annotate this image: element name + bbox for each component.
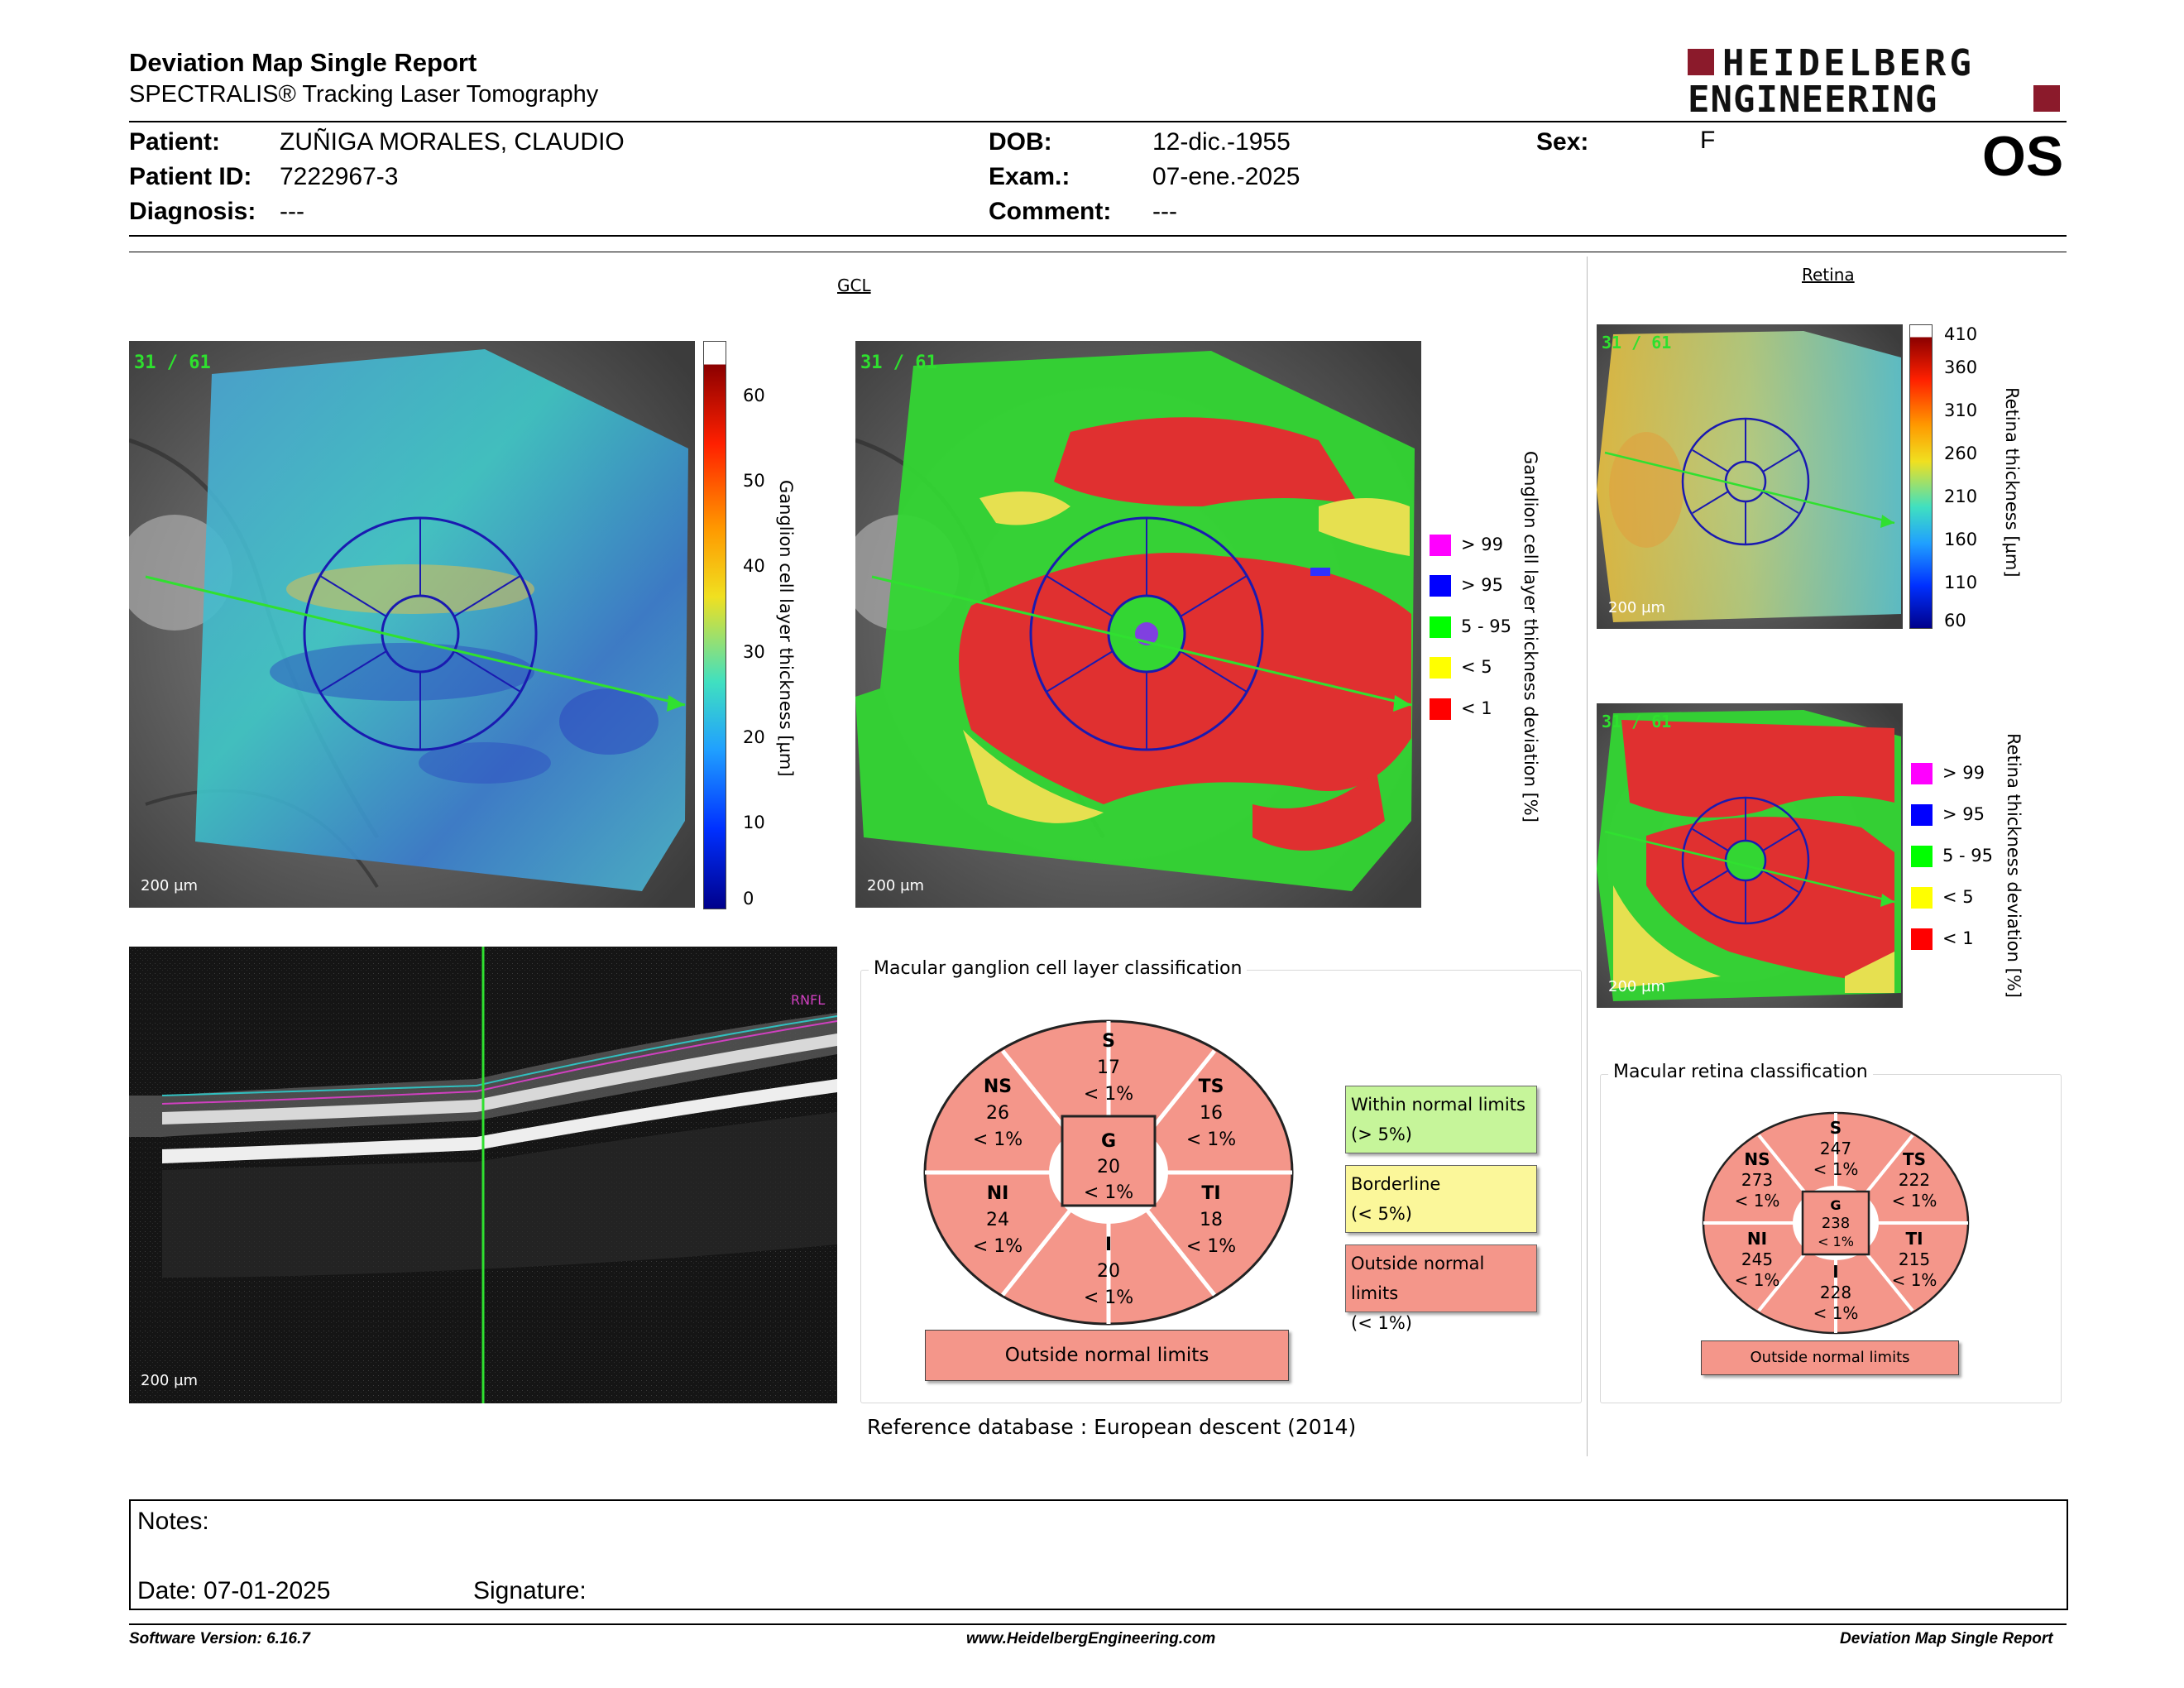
- sector-value: 26: [986, 1103, 1009, 1124]
- legend-swatch: [1911, 763, 1933, 784]
- within-normal-limits-box: [1345, 1086, 1537, 1153]
- legend-swatch: [1911, 846, 1933, 867]
- gcl-deviation-map: [855, 341, 1421, 908]
- patient-id-label: Patient ID:: [129, 163, 252, 190]
- sector-name: TS: [1902, 1149, 1927, 1169]
- legend-swatch: [1430, 616, 1451, 638]
- bscan-layer-tag: RNFL: [791, 992, 826, 1008]
- legend-swatch: [1430, 535, 1451, 556]
- report-title: Deviation Map Single Report: [129, 48, 477, 77]
- sector-value: 215: [1898, 1249, 1931, 1269]
- outside-range: (< 1%): [1351, 1313, 1412, 1333]
- report-subtitle: SPECTRALIS® Tracking Laser Tomography: [129, 81, 599, 108]
- gcl-section-title: GCL: [837, 276, 871, 295]
- retina-deviation-scale-label: 200 µm: [1608, 978, 1666, 995]
- exam-label: Exam.:: [989, 163, 1070, 190]
- gcl-tick: 40: [743, 556, 765, 576]
- notes-box[interactable]: [129, 1499, 2068, 1610]
- sector-name: TI: [1201, 1183, 1221, 1204]
- sector-pct: < 1%: [1083, 1084, 1134, 1105]
- sector-value: 273: [1741, 1170, 1774, 1190]
- retina-thickness-map: [1597, 324, 1903, 629]
- gcl-tick: 30: [743, 642, 765, 662]
- reference-database: [867, 1415, 1356, 1439]
- oct-bscan: [129, 947, 837, 1403]
- sector-value: 16: [1200, 1103, 1223, 1124]
- sector-value: 18: [1200, 1210, 1223, 1230]
- retina-tick: 260: [1944, 444, 1978, 463]
- gcl-tick: 0: [743, 889, 754, 909]
- sector-name: I: [1104, 1235, 1113, 1255]
- legend-label: > 95: [1942, 804, 1985, 824]
- legend-label: > 95: [1461, 575, 1503, 595]
- sector-value: 228: [1819, 1283, 1852, 1302]
- sector-pct: < 1%: [972, 1236, 1023, 1257]
- logo-square-top: [1688, 49, 1714, 75]
- borderline-box: [1345, 1165, 1537, 1233]
- gcl-deviation-frame-counter: 31 / 61: [860, 352, 937, 373]
- retina-thickness-axis-label: Retina thickness [µm]: [2002, 387, 2022, 578]
- legend-label: < 1: [1461, 698, 1492, 718]
- date-label: Date: 07-01-2025: [137, 1577, 331, 1604]
- retina-deviation-frame-counter: 31 / 61: [1602, 712, 1672, 731]
- gcl-frame-counter: 31 / 61: [134, 352, 211, 373]
- outside-label: Outside normal limits: [1351, 1254, 1485, 1303]
- sector-value: 222: [1898, 1170, 1931, 1190]
- patient-id: 7222967-3: [280, 163, 399, 190]
- retina-tick: 110: [1944, 573, 1978, 592]
- patient-rule: [129, 235, 2067, 237]
- retina-frame-counter: 31 / 61: [1602, 333, 1672, 352]
- sector-name: G: [1830, 1197, 1842, 1213]
- gcl-thickness-map: [129, 341, 695, 908]
- sector-name: I: [1832, 1262, 1839, 1282]
- legend-swatch: [1911, 804, 1933, 826]
- notes-label: Notes:: [137, 1508, 209, 1535]
- gcl-tick: 50: [743, 471, 765, 491]
- retina-tick: 410: [1944, 324, 1978, 344]
- borderline-range: (< 5%): [1351, 1204, 1412, 1224]
- logo-text-line2: ENGINEERING: [1688, 79, 1938, 121]
- heidelberg-logo: [1688, 42, 2068, 121]
- legend-label: < 5: [1942, 887, 1974, 907]
- legend-label: > 99: [1942, 763, 1985, 783]
- sector-pct: < 1%: [1813, 1159, 1859, 1179]
- sector-value: 20: [1097, 1261, 1120, 1282]
- legend-label: < 1: [1942, 928, 1974, 948]
- dob-label: DOB:: [989, 128, 1052, 156]
- logo-square-bottom: [2033, 85, 2060, 112]
- gcl-classification-result: Outside normal limits: [925, 1330, 1289, 1381]
- retina-classification-title: Macular retina classification: [1608, 1062, 1873, 1082]
- sector-value: 17: [1097, 1057, 1120, 1078]
- retina-deviation-axis-label: Retina thickness deviation [%]: [2004, 733, 2024, 998]
- gcl-deviation-axis-label: Ganglion cell layer thickness deviation [%]: [1521, 451, 1540, 822]
- sector-pct: < 1%: [1891, 1270, 1937, 1290]
- gcl-tick: 10: [743, 813, 765, 832]
- gcl-scale-label: 200 µm: [141, 877, 199, 894]
- sector-value: 238: [1821, 1215, 1851, 1232]
- gcl-thickness-colorbar: [703, 341, 726, 909]
- bscan-scale-label: 200 µm: [141, 1372, 199, 1389]
- sector-value: 24: [986, 1210, 1009, 1230]
- footer-report-name: Deviation Map Single Report: [1840, 1630, 2053, 1647]
- sex-value: F: [1700, 127, 1716, 154]
- sector-pct: < 1%: [1185, 1129, 1237, 1150]
- legend-label: 5 - 95: [1942, 846, 1994, 866]
- gcl-tick: 20: [743, 727, 765, 747]
- sex-label: Sex:: [1536, 128, 1589, 156]
- reference-label: Reference database :: [867, 1415, 1088, 1439]
- retina-tick: 210: [1944, 487, 1978, 506]
- software-version: Software Version: 6.16.7: [129, 1630, 310, 1647]
- sector-value: 20: [1097, 1157, 1120, 1177]
- gcl-tick: 60: [743, 386, 765, 405]
- retina-section-title: Retina: [1802, 265, 1855, 285]
- footer-rule: [129, 1623, 2067, 1625]
- eye-indicator: OS: [1982, 125, 2064, 188]
- legend-label: 5 - 95: [1461, 616, 1512, 636]
- legend-label: > 99: [1461, 535, 1503, 554]
- gcl-thickness-axis-label: Ganglion cell layer thickness [µm]: [776, 480, 796, 777]
- sector-name: NI: [1746, 1229, 1768, 1249]
- within-label: Within normal limits: [1351, 1095, 1525, 1115]
- sector-pct: < 1%: [1083, 1182, 1134, 1203]
- within-range: (> 5%): [1351, 1125, 1412, 1144]
- sector-pct: < 1%: [1813, 1303, 1859, 1323]
- sector-pct: < 1%: [1185, 1236, 1237, 1257]
- gcl-deviation-scale-label: 200 µm: [867, 877, 925, 894]
- gcl-classification-title: Macular ganglion cell layer classification: [869, 958, 1247, 979]
- retina-classification-diagram: [1699, 1109, 1972, 1337]
- retina-tick: 60: [1944, 611, 1966, 631]
- legend-swatch: [1430, 698, 1451, 720]
- sector-value: 245: [1741, 1249, 1774, 1269]
- retina-tick: 160: [1944, 530, 1978, 549]
- sector-pct: < 1%: [1083, 1288, 1134, 1308]
- comment-value: ---: [1152, 198, 1177, 225]
- header-rule: [129, 121, 2067, 122]
- retina-tick: 310: [1944, 400, 1978, 420]
- sector-pct: < 1%: [1818, 1234, 1854, 1249]
- signature-label: Signature:: [473, 1577, 587, 1604]
- sector-name: NI: [986, 1183, 1009, 1204]
- sector-name: S: [1102, 1031, 1115, 1052]
- diagnosis-label: Diagnosis:: [129, 198, 256, 225]
- sector-pct: < 1%: [1734, 1270, 1780, 1290]
- sector-value: 247: [1819, 1139, 1852, 1158]
- outside-normal-limits-box: [1345, 1244, 1537, 1333]
- retina-deviation-map: [1597, 703, 1903, 1008]
- website-link[interactable]: www.HeidelbergEngineering.com: [966, 1630, 1216, 1647]
- sector-name: TI: [1905, 1229, 1923, 1249]
- sector-name: NS: [1744, 1149, 1770, 1169]
- retina-thickness-colorbar: [1909, 324, 1933, 629]
- sector-pct: < 1%: [1734, 1191, 1780, 1211]
- diagnosis-value: ---: [280, 198, 304, 225]
- legend-swatch: [1430, 657, 1451, 679]
- sector-name: TS: [1198, 1077, 1224, 1097]
- patient-label: Patient:: [129, 128, 221, 156]
- borderline-label: Borderline: [1351, 1174, 1441, 1194]
- comment-label: Comment:: [989, 198, 1112, 225]
- retina-scale-label: 200 µm: [1608, 599, 1666, 616]
- sector-name: NS: [983, 1077, 1013, 1097]
- column-divider: [1587, 257, 1588, 1456]
- patient-name: ZUÑIGA MORALES, CLAUDIO: [280, 128, 625, 156]
- legend-label: < 5: [1461, 657, 1492, 677]
- retina-classification-result: Outside normal limits: [1701, 1340, 1959, 1375]
- gcl-classification-diagram: [918, 1014, 1299, 1332]
- legend-swatch: [1911, 928, 1933, 950]
- dob-value: 12-dic.-1955: [1152, 128, 1291, 156]
- legend-swatch: [1911, 887, 1933, 909]
- reference-value: European descent (2014): [1094, 1415, 1357, 1439]
- sector-pct: < 1%: [972, 1129, 1023, 1150]
- exam-value: 07-ene.-2025: [1152, 163, 1300, 190]
- sector-name: G: [1100, 1131, 1117, 1152]
- sector-pct: < 1%: [1891, 1191, 1937, 1211]
- logo-text-line1: HEIDELBERG: [1722, 42, 1975, 84]
- legend-swatch: [1430, 575, 1451, 597]
- retina-tick: 360: [1944, 357, 1978, 377]
- sector-name: S: [1829, 1118, 1842, 1138]
